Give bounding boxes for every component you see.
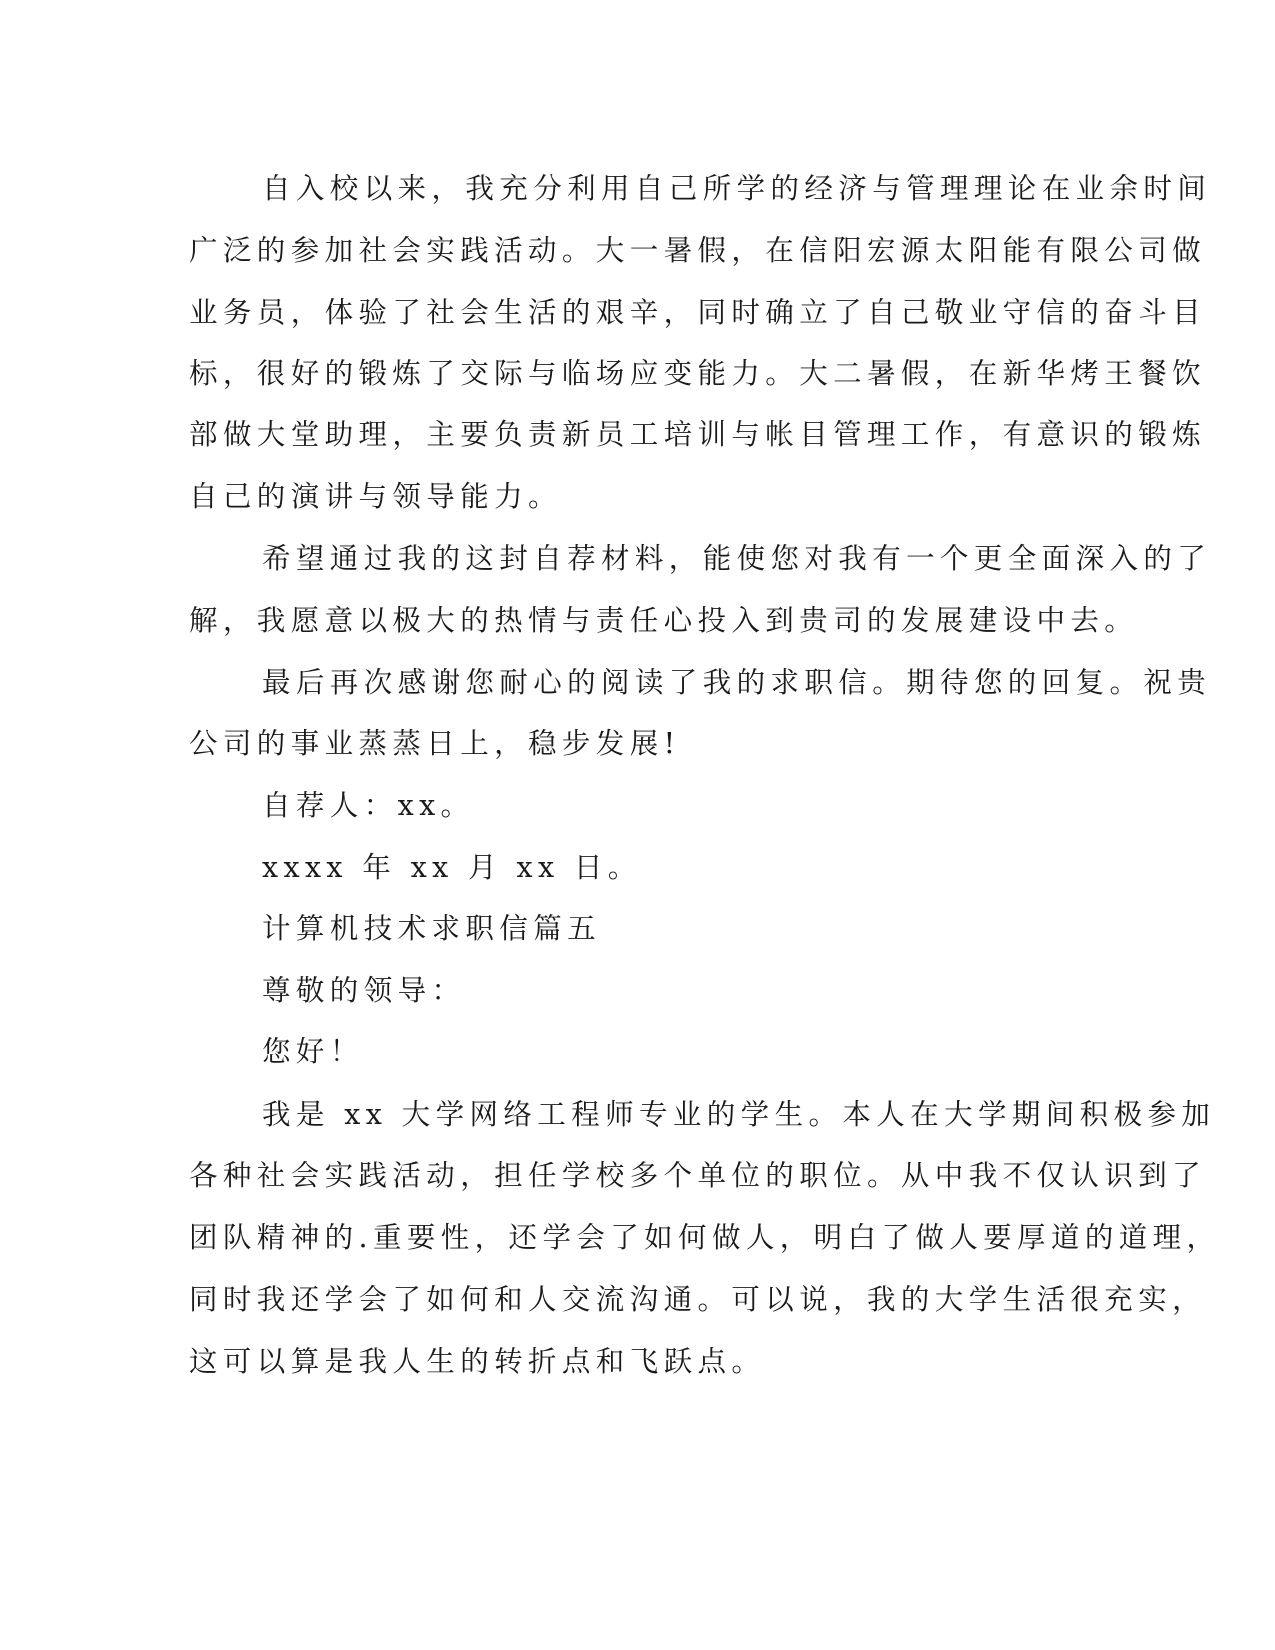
paragraph-line: 公司的事业蒸蒸日上，稳步发展! xyxy=(189,727,681,760)
paragraph-line: 自入校以来，我充分利用自己所学的经济与管理理论在业余时间 xyxy=(262,172,1212,205)
date-line: xxxx 年 xx 月 xx 日。 xyxy=(262,851,642,884)
paragraph-line: 解，我愿意以极大的热情与责任心投入到贵司的发展建设中去。 xyxy=(189,604,1139,637)
paragraph-line: 各种社会实践活动，担任学校多个单位的职位。从中我不仅认识到了 xyxy=(189,1159,1207,1192)
paragraph-line: 部做大堂助理，主要负责新员工培训与帐目管理工作，有意识的锻炼 xyxy=(189,418,1207,451)
paragraph-line: 广泛的参加社会实践活动。大一暑假，在信阳宏源太阳能有限公司做 xyxy=(189,234,1207,267)
greeting: 您好！ xyxy=(262,1035,364,1068)
paragraph-line: 同时我还学会了如何和人交流沟通。可以说，我的大学生活很充实， xyxy=(189,1283,1207,1316)
paragraph-line: 自己的演讲与领导能力。 xyxy=(189,480,562,513)
section-title: 计算机技术求职信篇五 xyxy=(262,912,602,945)
paragraph-line: 团队精神的.重要性，还学会了如何做人，明白了做人要厚道的道理， xyxy=(189,1221,1221,1254)
paragraph-line: 这可以算是我人生的转折点和飞跃点。 xyxy=(189,1345,766,1378)
paragraph-line: 标，很好的锻炼了交际与临场应变能力。大二暑假，在新华烤王餐饮 xyxy=(189,357,1207,390)
paragraph-line: 我是 xx 大学网络工程师专业的学生。本人在大学期间积极参加 xyxy=(262,1098,1216,1131)
signature-line: 自荐人：xx。 xyxy=(262,789,475,822)
paragraph-line: 业务员，体验了社会生活的艰辛，同时确立了自己敬业守信的奋斗目 xyxy=(189,296,1207,329)
paragraph-line: 最后再次感谢您耐心的阅读了我的求职信。期待您的回复。祝贵 xyxy=(262,666,1212,699)
salutation: 尊敬的领导： xyxy=(262,974,466,1007)
paragraph-line: 希望通过我的这封自荐材料，能使您对我有一个更全面深入的了 xyxy=(262,542,1212,575)
